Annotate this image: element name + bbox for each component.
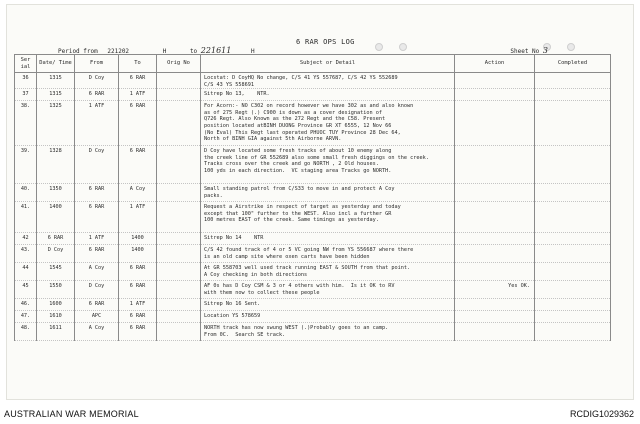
col-to: To	[119, 55, 157, 73]
action-cell	[455, 146, 535, 184]
table-row	[15, 73, 611, 89]
serial-cell: 41.	[15, 202, 37, 233]
sheet-label: Sheet No	[510, 48, 540, 55]
table-row	[15, 146, 611, 184]
time-cell: 1315	[37, 89, 75, 101]
col-action: Action	[455, 55, 535, 73]
time-cell: 1550	[37, 281, 75, 299]
action-cell	[455, 323, 535, 341]
table-row	[15, 323, 611, 341]
detail-cell: For Acorn:- NO C302 on record however we have 302 as and also known as of 275 Regt (.) C900 is down as a cover designation of Q726 Regt. Also Known as the 272 Regt and the C58. Present position located atBINH DUONG Province GR XT 6555, 12 Nov 66 (No Eval) This Regt last operated PHUOC TUY Province 28 Dec 64, North of BINH GIA against 5th Airborne ARVN.	[201, 101, 455, 146]
table-row	[15, 245, 611, 263]
orig-cell	[157, 245, 201, 263]
time-cell: 1600	[37, 299, 75, 311]
detail-cell: At GR 558703 well used track running EAST & SOUTH from that point. A Coy checking in both directions	[201, 263, 455, 281]
to-cell: 1 ATF	[119, 299, 157, 311]
from-cell: D Coy	[75, 146, 119, 184]
serial-cell: 40.	[15, 184, 37, 202]
action-cell	[455, 263, 535, 281]
table-row	[15, 299, 611, 311]
detail-cell: Location YS 578659	[201, 311, 455, 323]
from-cell: A Coy	[75, 263, 119, 281]
col-orig-no: Orig No	[157, 55, 201, 73]
completed-cell	[535, 146, 611, 184]
from-cell: D Coy	[75, 73, 119, 89]
serial-cell: 39.	[15, 146, 37, 184]
orig-cell	[157, 263, 201, 281]
completed-cell	[535, 101, 611, 146]
punch-hole	[567, 43, 575, 51]
completed-cell	[535, 89, 611, 101]
completed-cell	[535, 202, 611, 233]
action-cell	[455, 184, 535, 202]
col-date-time: Date/ Time	[37, 55, 75, 73]
time-cell: 1328	[37, 146, 75, 184]
table-row	[15, 263, 611, 281]
to-cell: 6 RAR	[119, 146, 157, 184]
serial-cell: 48.	[15, 323, 37, 341]
orig-cell	[157, 146, 201, 184]
from-cell: 1 ATF	[75, 101, 119, 146]
orig-cell	[157, 101, 201, 146]
period-label: Period from	[58, 48, 98, 55]
detail-cell: Locstat: D CoyHQ No change, C/S 41 YS 557687, C/S 42 YS 552689 C/S 43 YS 558691	[201, 73, 455, 89]
serial-cell: 38.	[15, 101, 37, 146]
table-row	[15, 101, 611, 146]
detail-cell: C/S 42 found track of 4 or 5 VC going NW from YS 556687 where there is an old camp site where oxen carts have been hidden	[201, 245, 455, 263]
detail-cell: Small standing patrol from C/S33 to move in and protect A Coy packs.	[201, 184, 455, 202]
action-cell	[455, 299, 535, 311]
period-to-label: to	[189, 48, 198, 55]
serial-cell: 44	[15, 263, 37, 281]
orig-cell	[157, 184, 201, 202]
to-cell: 6 RAR	[119, 323, 157, 341]
time-cell: 1400	[37, 202, 75, 233]
time-cell: 6 RAR	[37, 233, 75, 245]
col-subject: Subject or Detail	[201, 55, 455, 73]
period-from: 221202	[107, 48, 130, 55]
detail-cell: Sitrep No 13, NTR.	[201, 89, 455, 101]
serial-cell: 45	[15, 281, 37, 299]
action-cell	[455, 311, 535, 323]
time-cell: 1545	[37, 263, 75, 281]
punch-hole	[399, 43, 407, 51]
ops-log-table	[14, 54, 611, 341]
to-cell: 6 RAR	[119, 101, 157, 146]
to-cell: 1 ATF	[119, 202, 157, 233]
detail-cell: Request a Airstrike in respect of target as yesterday and today except that 100" further to the WEST. Also incl a further GR 100 metres EAST of the creek. Same timings as yesterday.	[201, 202, 455, 233]
to-cell: 6 RAR	[119, 263, 157, 281]
table-row	[15, 233, 611, 245]
footer-source: AUSTRALIAN WAR MEMORIAL	[4, 409, 139, 419]
action-cell	[455, 233, 535, 245]
punch-hole	[375, 43, 383, 51]
detail-cell: Sitrep No 16 Sent.	[201, 299, 455, 311]
table-row	[15, 311, 611, 323]
from-cell: 6 RAR	[75, 245, 119, 263]
serial-cell: 47.	[15, 311, 37, 323]
table-row	[15, 281, 611, 299]
completed-cell	[535, 323, 611, 341]
footer-id: RCDIG1029362	[569, 409, 634, 419]
serial-cell: 36	[15, 73, 37, 89]
detail-cell: Sitrep No 14 NTR	[201, 233, 455, 245]
log-title: 6 RAR OPS LOG	[296, 38, 355, 46]
to-cell: 1400	[119, 233, 157, 245]
time-cell: 1610	[37, 311, 75, 323]
to-cell: 1 ATF	[119, 89, 157, 101]
from-cell: APC	[75, 311, 119, 323]
orig-cell	[157, 233, 201, 245]
completed-cell	[535, 245, 611, 263]
table-row	[15, 202, 611, 233]
period-to: 221611	[200, 46, 232, 55]
from-cell: 6 RAR	[75, 299, 119, 311]
time-cell: 1350	[37, 184, 75, 202]
from-cell: 6 RAR	[75, 184, 119, 202]
to-cell: 1400	[119, 245, 157, 263]
action-cell: Yes OK.	[455, 281, 535, 299]
time-cell: D Coy	[37, 245, 75, 263]
orig-cell	[157, 299, 201, 311]
from-cell: 1 ATF	[75, 233, 119, 245]
action-cell	[455, 89, 535, 101]
completed-cell	[535, 233, 611, 245]
serial-cell: 46.	[15, 299, 37, 311]
col-completed: Completed	[535, 55, 611, 73]
completed-cell	[535, 299, 611, 311]
period-h1: H	[162, 48, 167, 55]
orig-cell	[157, 311, 201, 323]
action-cell	[455, 73, 535, 89]
to-cell: 6 RAR	[119, 73, 157, 89]
table-row	[15, 184, 611, 202]
detail-cell: D Coy have located some fresh tracks of about 10 enemy along the creek line of GR 552689 also some small fresh diggings on the creek. Tracks cross over the creek and go NORTH , 2 Old houses. 100 yds in each direction. VC staging area Tracks go NORTH.	[201, 146, 455, 184]
completed-cell	[535, 73, 611, 89]
col-from: From	[75, 55, 119, 73]
action-cell	[455, 202, 535, 233]
col-serial: Ser ial	[15, 55, 37, 73]
orig-cell	[157, 89, 201, 101]
to-cell: 6 RAR	[119, 311, 157, 323]
orig-cell	[157, 73, 201, 89]
orig-cell	[157, 281, 201, 299]
detail-cell: NORTH track has now swung WEST (.)Probably goes to an camp. From 0C. Search SE track.	[201, 323, 455, 341]
serial-cell: 37	[15, 89, 37, 101]
to-cell: 6 RAR	[119, 281, 157, 299]
serial-cell: 43.	[15, 245, 37, 263]
orig-cell	[157, 202, 201, 233]
from-cell: A Coy	[75, 323, 119, 341]
action-cell	[455, 245, 535, 263]
action-cell	[455, 101, 535, 146]
from-cell: 6 RAR	[75, 202, 119, 233]
completed-cell	[535, 281, 611, 299]
period-h2: H	[250, 48, 255, 55]
completed-cell	[535, 263, 611, 281]
table-row	[15, 89, 611, 101]
time-cell: 1611	[37, 323, 75, 341]
table-header	[15, 55, 611, 73]
completed-cell	[535, 311, 611, 323]
detail-cell: AF 0s has D Coy CSM & 3 or 4 others with him. Is it OK to RV with them now to collect these people	[201, 281, 455, 299]
log-body	[15, 73, 611, 341]
orig-cell	[157, 323, 201, 341]
time-cell: 1325	[37, 101, 75, 146]
time-cell: 1315	[37, 73, 75, 89]
completed-cell	[535, 184, 611, 202]
from-cell: D Coy	[75, 281, 119, 299]
from-cell: 6 RAR	[75, 89, 119, 101]
sheet-no: 3	[542, 46, 548, 55]
to-cell: A Coy	[119, 184, 157, 202]
serial-cell: 42	[15, 233, 37, 245]
